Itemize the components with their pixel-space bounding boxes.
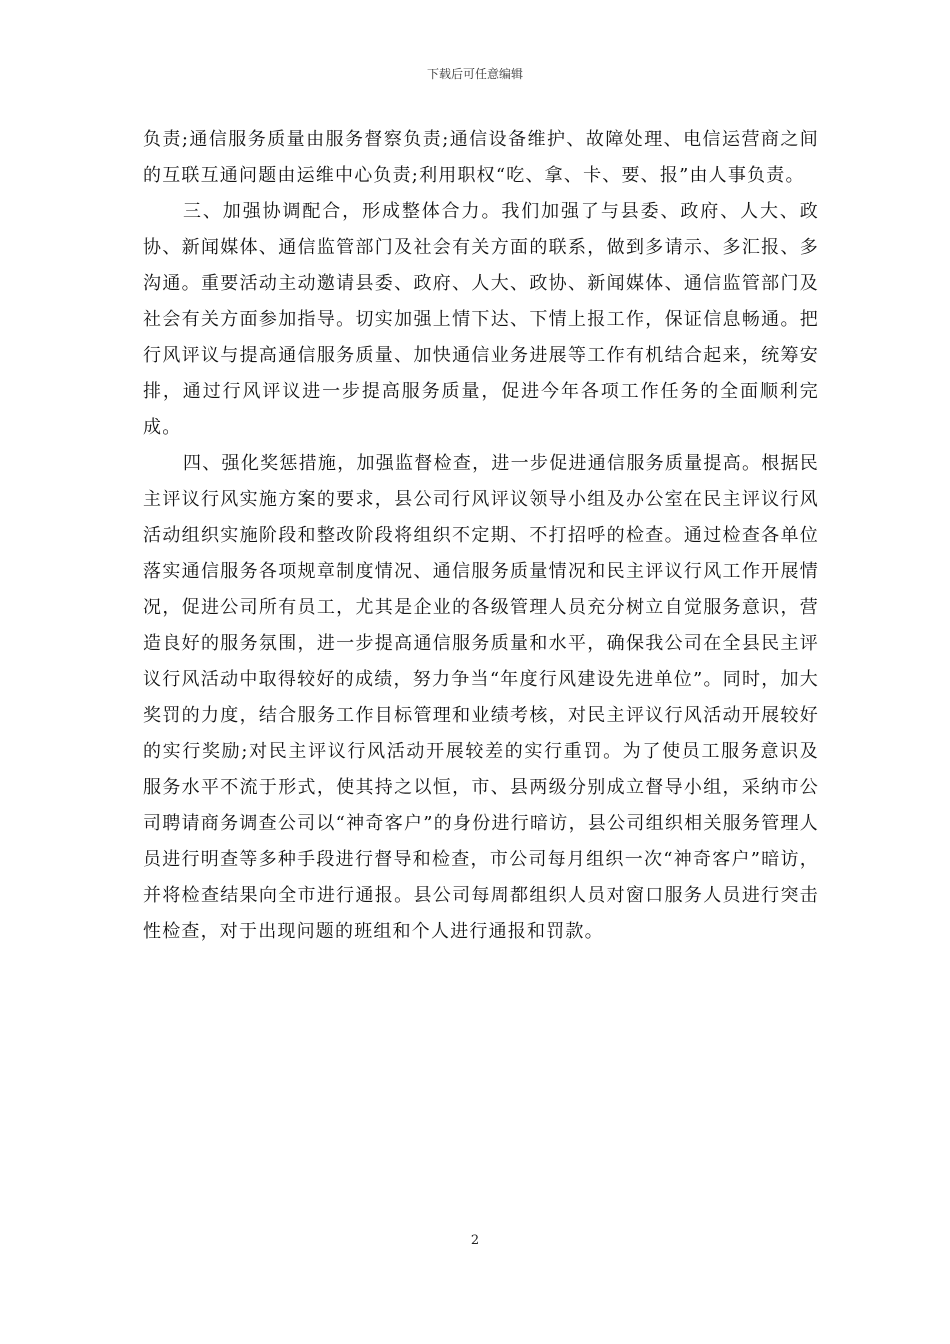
page-header — [0, 66, 950, 82]
page-number: 2 — [470, 1233, 480, 1248]
page-footer — [0, 1233, 950, 1249]
paragraph-section-four: 四、强化奖惩措施，加强监督检查，进一步促进通信服务质量提高。根据民主评议行风实施方案的要求，县公司行风评议领导小组及办公室在民主评议行风活动组织实施阶段和整改阶段将组织不定期、不打招呼的检查。通过检查各单位落实通信服务各项规章制度情况、通信服务质量情况和民主评议行风工作开展情况，促进公司所有员工，尤其是企业的各级管理人员充分树立自觉服务意识，营造良好的服务氛围，进一步提高通信服务质量和水平，确保我公司在全县民主评议行风活动中取得较好的成绩，努力争当“年度行风建设先进单位”。同时，加大奖罚的力度，结合服务工作目标管理和业绩考核，对民主评议行风活动开展较好的实行奖励;对民主评议行风活动开展较差的实行重罚。为了使员工服务意识及服务水平不流于形式，使其持之以恒，市、县两级分别成立督导小组，采纳市公司聘请商务调查公司以“神奇客户”的身份进行暗访，县公司组织相关服务管理人员进行明查等多种手段进行督导和检查，市公司每月组织一次“神奇客户”暗访，并将检查结果向全市进行通报。县公司每周都组织人员对窗口服务人员进行突击性检查，对于出现问题的班组和个人进行通报和罚款。 — [143, 453, 819, 942]
header-text: 下载后可任意编辑 — [426, 67, 523, 81]
paragraph-continuation: 负责;通信服务质量由服务督察负责;通信设备维护、故障处理、电信运营商之间的互联互通问题由运维中心负责;利用职权“吃、拿、卡、要、报”由人事负责。 — [143, 129, 819, 186]
paragraph-section-three: 三、加强协调配合，形成整体合力。我们加强了与县委、政府、人大、政协、新闻媒体、通信监管部门及社会有关方面的联系，做到多请示、多汇报、多沟通。重要活动主动邀请县委、政府、人大、政协、新闻媒体、通信监管部门及社会有关方面参加指导。切实加强上情下达、下情上报工作，保证信息畅通。把行风评议与提高通信服务质量、加快通信业务进展等工作有机结合起来，统筹安排，通过行风评议进一步提高服务质量，促进今年各项工作任务的全面顺利完成。 — [143, 201, 819, 438]
document-body — [143, 122, 819, 950]
